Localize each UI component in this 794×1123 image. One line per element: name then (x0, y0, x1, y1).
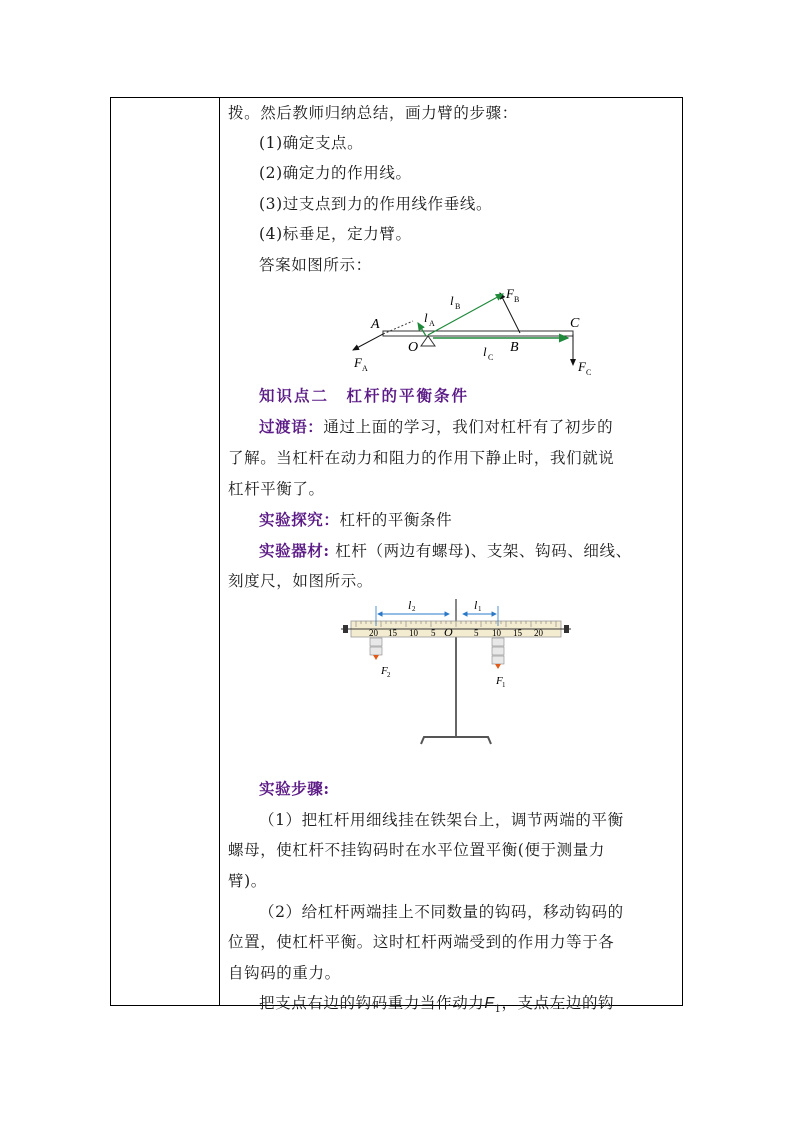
equipment-line-1 (259, 539, 632, 561)
fulcrum (421, 336, 435, 346)
label-a: A (371, 317, 380, 332)
label-fa-sub: A (362, 364, 368, 373)
transition-text-1: 通过上面的学习，我们对杠杆有了初步的 (323, 418, 614, 436)
column-divider (219, 98, 220, 1005)
label-l1-sub: 1 (478, 605, 482, 613)
label-fc-sub: C (586, 368, 592, 377)
transition-line-2: 了解。当杠杆在动力和阻力的作用下静止时，我们就说 (228, 449, 615, 467)
step-para-1a: （1）把杠杆用细线挂在铁架台上，调节两端的平衡 (259, 811, 624, 829)
step-3: (3)过支点到力的作用线作垂线。 (259, 195, 493, 213)
step-para-3 (259, 991, 614, 1015)
label-lb-sub: B (455, 302, 461, 311)
force-a-arrow (353, 334, 383, 350)
explore-label: 实验探究： (259, 510, 340, 529)
label-o2: O (444, 625, 453, 639)
label-l2: l (408, 598, 412, 612)
step-2: (2)确定力的作用线。 (259, 164, 412, 182)
transition-line-1 (259, 415, 613, 437)
label-l2-sub: 2 (412, 605, 416, 613)
label-c: C (570, 316, 580, 331)
scale-right-10: 10 (492, 628, 501, 638)
scale-right-5: 5 (474, 628, 479, 638)
label-lb: l (450, 293, 454, 308)
scale-left-10: 10 (409, 628, 418, 638)
label-f1-sub: 1 (502, 681, 506, 689)
lever-bar (383, 331, 573, 336)
steps-label: 实验步骤: (259, 779, 330, 798)
label-fa: F (354, 355, 362, 370)
label-lc: l (483, 344, 487, 359)
label-f2: F (381, 665, 388, 677)
scale-left-5: 5 (431, 628, 436, 638)
stand-base (421, 737, 491, 744)
step-para-1c: 臂)。 (228, 872, 267, 890)
label-f2-sub: 2 (387, 671, 391, 679)
force-symbol: F (484, 995, 495, 1012)
step-para-2c: 自钩码的重力。 (228, 964, 341, 982)
label-f1: F (496, 675, 503, 687)
step-4: (4)标垂足，定力臂。 (259, 225, 412, 243)
equipment-label: 实验器材: (259, 541, 330, 560)
text-line: 拨。然后教师归纳总结，画力臂的步骤： (228, 104, 518, 122)
label-la: l (424, 310, 428, 325)
left-weights (370, 638, 382, 660)
label-fc: F (578, 359, 586, 374)
arm-b (428, 294, 503, 335)
equipment-text-1: 杠杆（两边有螺母)、支架、钩码、细线、 (335, 542, 632, 560)
label-fb: F (506, 286, 514, 301)
transition-line-3: 杠杆平衡了。 (228, 480, 325, 498)
step-para-3b: ，支点左边的钩 (501, 994, 615, 1012)
step-para-2a: （2）给杠杆两端挂上不同数量的钩码，移动钩码的 (259, 903, 624, 921)
transition-label: 过渡语： (259, 417, 324, 436)
label-lc-sub: C (488, 353, 494, 362)
scale-right-15: 15 (513, 628, 522, 638)
lever-arm-diagram (338, 283, 592, 378)
answer-text: 答案如图所示： (259, 256, 372, 274)
step-para-2b: 位置，使杠杆平衡。这时杠杆两端受到的作用力等于各 (228, 933, 615, 951)
scale-left-20: 20 (369, 628, 378, 638)
scale-left-15: 15 (388, 628, 397, 638)
step-para-3a: 把支点右边的钩码重力当作动力 (259, 994, 485, 1012)
label-l1: l (474, 598, 478, 612)
section-heading: 知识点二 杠杆的平衡条件 (259, 386, 470, 405)
step-1: (1)确定支点。 (259, 134, 364, 152)
equipment-line-2: 刻度尺，如图所示。 (228, 572, 373, 590)
label-la-sub: A (429, 319, 435, 328)
label-fb-sub: B (514, 295, 520, 304)
lesson-table (110, 97, 683, 1016)
explore-text: 杠杆的平衡条件 (339, 511, 453, 529)
explore-line (259, 508, 452, 530)
lever-experiment-diagram (336, 596, 576, 748)
force-symbol-sub: 1 (494, 1004, 502, 1016)
step-para-1b: 螺母，使杠杆不挂钩码时在水平位置平衡(便于测量力 (228, 841, 605, 859)
label-o: O (408, 340, 419, 355)
label-b: B (510, 340, 519, 355)
right-weights (492, 638, 504, 669)
scale-right-20: 20 (534, 628, 543, 638)
